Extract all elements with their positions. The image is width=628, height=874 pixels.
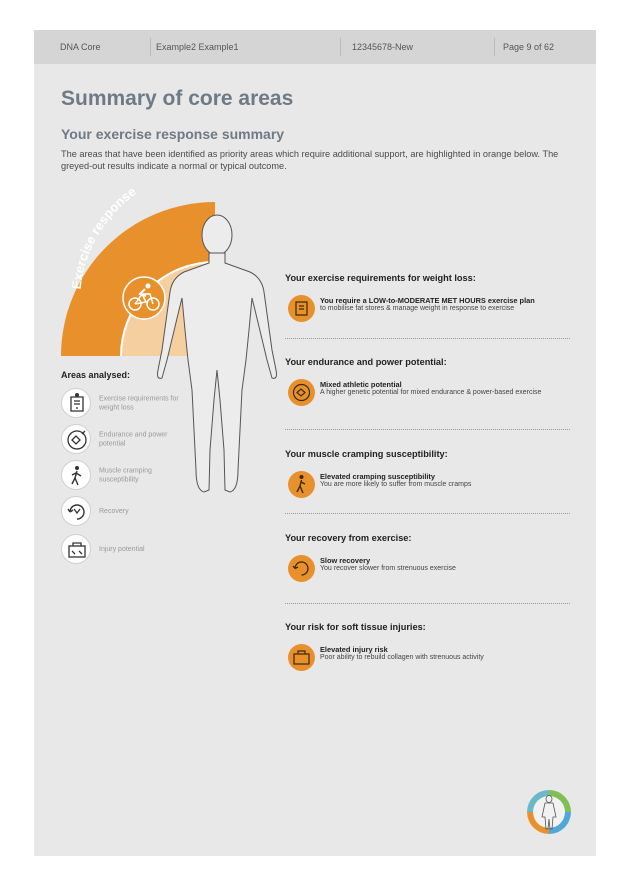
dna-core-logo-icon: [524, 787, 574, 837]
result-injury: [285, 622, 571, 661]
areas-analysed-heading: Areas analysed:: [61, 370, 131, 380]
header-page-number: Page 9 of 62: [503, 42, 555, 52]
result-headline: Elevated cramping susceptibility: [320, 472, 436, 481]
page-title: Summary of core areas: [61, 87, 294, 110]
result-endurance: [285, 357, 571, 396]
result-description: to mobilise fat stores & manage weight in response to exercise: [320, 305, 515, 312]
injury-icon: [61, 534, 91, 564]
arc-label: Exercise response: [68, 183, 139, 290]
result-description: A higher genetic potential for mixed endurance & power-based exercise: [320, 389, 542, 396]
result-recovery: [285, 533, 571, 572]
recovery-icon: [61, 496, 91, 526]
result-title: Your endurance and power potential:: [285, 357, 447, 367]
weight-loss-icon: [288, 295, 315, 322]
area-label: Endurance and power potential: [99, 431, 168, 447]
result-headline: You require a LOW-to-MODERATE MET HOURS exercise plan: [320, 296, 535, 305]
result-item: [285, 644, 571, 674]
header-client-name: Example2 Example1: [156, 42, 239, 52]
recovery-icon: [288, 555, 315, 582]
area-label: Injury potential: [99, 545, 145, 553]
result-title: Your recovery from exercise:: [285, 533, 412, 543]
weight-loss-icon: [61, 388, 91, 418]
result-item: [285, 471, 571, 501]
area-item-cramping: [61, 460, 211, 492]
cramping-icon: [61, 460, 91, 490]
area-item-weight-loss: [61, 388, 211, 420]
section-divider: [285, 338, 570, 339]
endurance-icon: [288, 379, 315, 406]
cycling-icon: [123, 277, 165, 319]
result-headline: Elevated injury risk: [320, 645, 388, 654]
header-product: DNA Core: [60, 42, 101, 52]
section-divider: [285, 513, 570, 514]
result-description: You are more likely to suffer from muscle cramps: [320, 481, 472, 488]
section-subtitle: Your exercise response summary: [61, 126, 285, 142]
section-divider: [285, 429, 570, 430]
area-item-endurance: [61, 424, 211, 456]
result-cramping: [285, 449, 571, 488]
result-title: Your muscle cramping susceptibility:: [285, 449, 448, 459]
result-description: Poor ability to rebuild collagen with strenuous activity: [320, 654, 484, 661]
area-item-recovery: [61, 496, 211, 528]
result-title: Your exercise requirements for weight loss:: [285, 273, 476, 283]
area-item-injury: [61, 534, 211, 566]
result-description: You recover slower from strenuous exercise: [320, 565, 456, 572]
area-label: Muscle cramping susceptibility: [99, 467, 152, 483]
area-label: Exercise requirements for weight loss: [99, 395, 179, 411]
intro-paragraph: The areas that have been identified as priority areas which require additional support, are highlighted in orange below. The greyed-out results indicate a normal or typical outcome.: [61, 149, 559, 171]
result-title: Your risk for soft tissue injuries:: [285, 622, 426, 632]
area-label: Recovery: [99, 507, 129, 515]
endurance-icon: [61, 424, 91, 454]
header-report-id: 12345678-New: [352, 42, 414, 52]
cramping-icon: [288, 471, 315, 498]
section-divider: [285, 603, 570, 604]
result-headline: Mixed athletic potential: [320, 380, 402, 389]
result-item: [285, 379, 571, 409]
report-page: [34, 30, 596, 856]
result-item: [285, 555, 571, 585]
result-item: [285, 295, 571, 325]
injury-icon: [288, 644, 315, 671]
result-headline: Slow recovery: [320, 556, 371, 565]
result-weight-loss: [285, 273, 571, 312]
